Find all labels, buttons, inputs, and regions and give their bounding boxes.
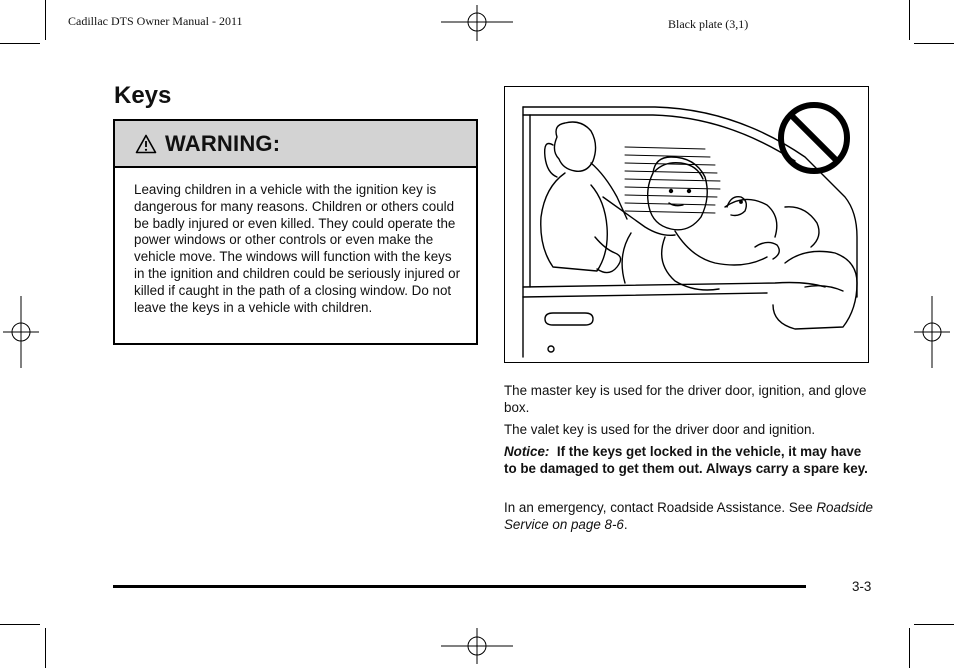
warning-triangle-icon [135, 134, 157, 154]
crop-mark [909, 628, 910, 668]
no-symbol-icon [781, 105, 847, 171]
page-title: Keys [114, 82, 172, 109]
roadside-text: In an emergency, contact Roadside Assistance. See [504, 500, 817, 515]
notice-paragraph [504, 444, 874, 478]
roadside-period: . [623, 516, 628, 532]
header-manual-title: Cadillac DTS Owner Manual - 2011 [68, 14, 243, 28]
warning-text: Leaving children in a vehicle with the ignition key is dangerous for many reasons. Children or others could be badly injured or even killed. They could operate the power windows or other controls or even make the vehicle move. The windows will function with the keys in the ignition and children could be seriously injured or killed if caught in the path of a closing window. Do not leave the keys in a vehicle with children. [134, 182, 461, 315]
registration-mark-icon [914, 296, 950, 368]
warning-header [115, 121, 476, 168]
notice-text: If the keys get locked in the vehicle, it may have to be damaged to get them out. Always carry a spare key. [504, 444, 868, 476]
paragraph-master-key: The master key is used for the driver door, ignition, and glove box. [504, 383, 867, 415]
registration-mark-icon [3, 296, 39, 368]
crop-mark [45, 0, 46, 40]
crop-mark [0, 43, 40, 44]
notice-label: Notice: [504, 444, 550, 459]
illustration-drawing [505, 87, 869, 363]
footer-rule [113, 585, 806, 588]
warning-box [113, 119, 478, 345]
crop-mark [914, 624, 954, 625]
page-number: 3-3 [852, 579, 872, 594]
header-plate-label: Black plate (3,1) [668, 17, 749, 31]
paragraph-valet-key: The valet key is used for the driver door and ignition. [504, 422, 816, 437]
crop-mark [45, 628, 46, 668]
children-in-car-prohibited-illustration [504, 86, 869, 363]
crop-mark [914, 43, 954, 44]
crop-mark [909, 0, 910, 40]
registration-mark-icon [441, 5, 513, 41]
roadside-service-link[interactable]: Roadside Service on page 8-6 [504, 500, 873, 532]
paragraph-roadside [504, 500, 874, 534]
registration-mark-icon [441, 628, 513, 664]
warning-title: WARNING: [165, 130, 281, 156]
crop-mark [0, 624, 40, 625]
